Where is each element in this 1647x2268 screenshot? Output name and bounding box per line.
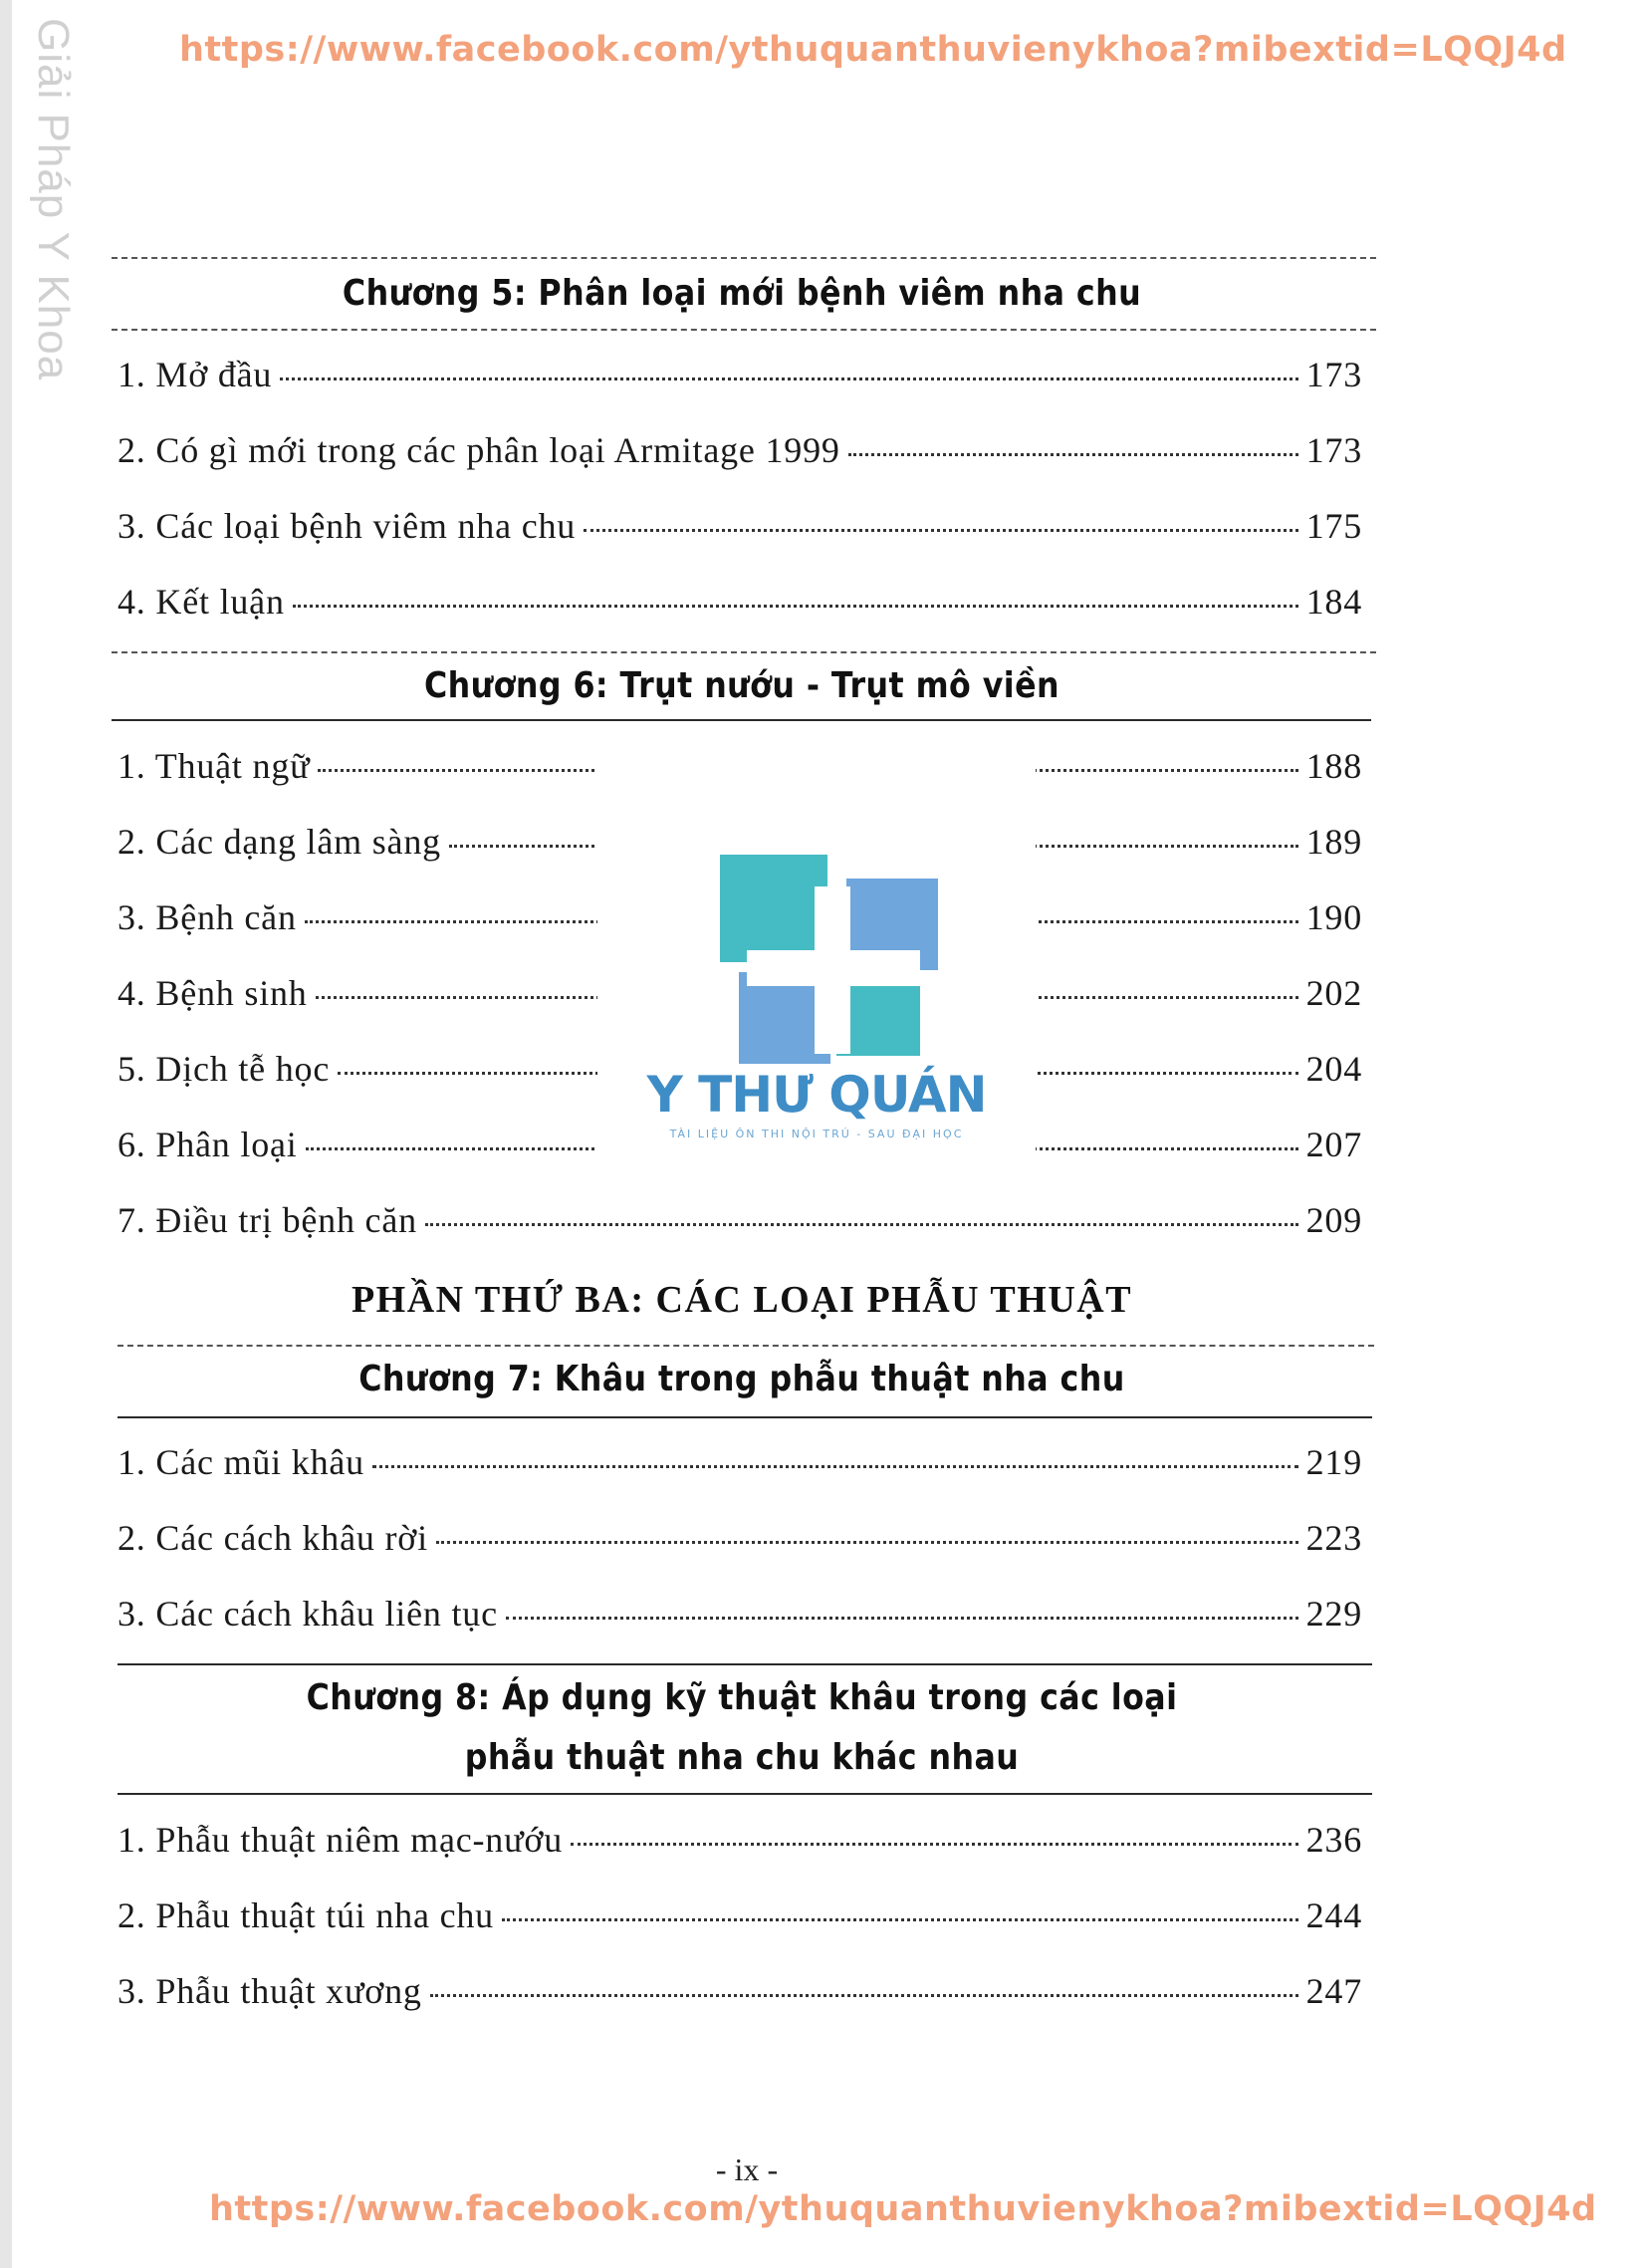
toc-entry[interactable] — [118, 354, 1362, 405]
toc-entry-label: 5. Dịch tễ học — [118, 1049, 331, 1089]
toc-entry-page: 188 — [1305, 746, 1362, 786]
toc-entry-label: 2. Phẫu thuật túi nha chu — [118, 1895, 494, 1935]
toc-entry-label: 4. Kết luận — [118, 582, 285, 622]
toc-entry-page: 190 — [1305, 897, 1362, 937]
toc-entry-page: 244 — [1305, 1895, 1362, 1935]
logo-name: Y THƯ QUÁN — [646, 1066, 987, 1124]
toc-entry-page: 173 — [1305, 430, 1362, 470]
rule — [112, 651, 1376, 653]
leader-dots — [430, 1994, 1298, 1997]
rule — [112, 329, 1376, 331]
leader-dots — [436, 1541, 1298, 1544]
toc-entry-label: 2. Các dạng lâm sàng — [118, 822, 441, 862]
part-3-title: PHẦN THỨ BA: CÁC LOẠI PHẪU THUẬT — [351, 1279, 1133, 1321]
rule — [118, 1416, 1372, 1418]
url-watermark-bottom[interactable]: https://www.facebook.com/ythuquanthuvienykhoa?mibextid=LQQJ4d — [209, 2189, 1597, 2229]
chapter-8-title-line-1: Chương 8: Áp dụng kỹ thuật khâu trong các loại — [306, 1677, 1178, 1718]
chapter-5-title: Chương 5: Phân loại mới bệnh viêm nha chu — [342, 273, 1142, 314]
toc-entry-page: 173 — [1305, 355, 1362, 394]
toc-entry-label: 1. Thuật ngữ — [118, 746, 311, 786]
leader-dots — [584, 529, 1298, 532]
leader-dots — [280, 378, 1297, 380]
toc-entry[interactable] — [118, 1593, 1362, 1644]
toc-entry[interactable] — [118, 1441, 1362, 1493]
toc-entry-page: 219 — [1305, 1442, 1362, 1482]
toc-entry-label: 1. Các mũi khâu — [118, 1442, 364, 1482]
toc-entry[interactable] — [118, 429, 1362, 481]
toc-entry[interactable] — [118, 1894, 1362, 1946]
side-watermark: Giải Pháp Y Khoa — [29, 18, 78, 381]
left-margin-strip — [0, 0, 12, 2268]
toc-entry-label: 3. Phẫu thuật xương — [118, 1971, 422, 2011]
chapter-6-title: Chương 6: Trụt nướu - Trụt mô viền — [423, 665, 1060, 706]
toc-entry-page: 202 — [1305, 973, 1362, 1013]
toc-entry-page: 207 — [1305, 1125, 1362, 1164]
leader-dots — [293, 605, 1298, 608]
toc-entry-page: 223 — [1305, 1518, 1362, 1558]
toc-entry-label: 6. Phân loại — [118, 1125, 298, 1164]
toc-entry-label: 7. Điều trị bệnh căn — [118, 1200, 417, 1240]
toc-entry[interactable] — [118, 1819, 1362, 1871]
rule — [118, 1663, 1372, 1665]
toc-entry-page: 204 — [1305, 1049, 1362, 1089]
toc-entry-page: 209 — [1305, 1200, 1362, 1240]
toc-entry-label: 2. Các cách khâu rời — [118, 1518, 428, 1558]
leader-dots — [571, 1843, 1298, 1846]
logo-tagline: TÀI LIỆU ÔN THI NỘI TRÚ - SAU ĐẠI HỌC — [669, 1128, 964, 1140]
toc-entry[interactable] — [118, 1199, 1362, 1251]
toc-entry-label: 1. Mở đầu — [118, 355, 273, 394]
toc-entry-label: 3. Các cách khâu liên tục — [118, 1594, 498, 1634]
leader-dots — [502, 1918, 1298, 1921]
page-number: - ix - — [715, 2151, 779, 2187]
rule — [112, 257, 1376, 259]
toc-entry-label: 3. Các loại bệnh viêm nha chu — [118, 506, 577, 546]
toc-entry[interactable] — [118, 1517, 1362, 1569]
chapter-8-title-line-2: phẫu thuật nha chu khác nhau — [464, 1737, 1020, 1778]
toc-entry-page: 175 — [1305, 506, 1362, 546]
toc-entry-page: 189 — [1305, 822, 1362, 862]
leader-dots — [848, 453, 1298, 456]
leader-dots — [372, 1465, 1298, 1468]
rule — [118, 1793, 1372, 1795]
toc-entry[interactable] — [118, 505, 1362, 557]
toc-entry[interactable] — [118, 581, 1362, 632]
medical-cross-icon — [597, 737, 1036, 1066]
toc-entry-page: 236 — [1305, 1820, 1362, 1860]
toc-entry-page: 229 — [1305, 1594, 1362, 1634]
rule — [112, 719, 1371, 721]
toc-entry-label: 4. Bệnh sinh — [118, 973, 308, 1013]
leader-dots — [425, 1223, 1298, 1226]
toc-entry-label: 1. Phẫu thuật niêm mạc-nướu — [118, 1820, 564, 1860]
url-watermark-top[interactable]: https://www.facebook.com/ythuquanthuvienykhoa?mibextid=LQQJ4d — [179, 30, 1567, 70]
leader-dots — [506, 1617, 1298, 1620]
toc-entry-page: 184 — [1305, 582, 1362, 622]
chapter-7-title: Chương 7: Khâu trong phẫu thuật nha chu — [358, 1359, 1125, 1399]
toc-entry-page: 247 — [1305, 1971, 1362, 2011]
toc-entry[interactable] — [118, 1970, 1362, 2022]
rule — [118, 1345, 1374, 1347]
logo-watermark — [597, 737, 1036, 1155]
toc-entry-label: 2. Có gì mới trong các phân loại Armitage 1999 — [118, 430, 840, 470]
toc-entry-label: 3. Bệnh căn — [118, 897, 297, 937]
